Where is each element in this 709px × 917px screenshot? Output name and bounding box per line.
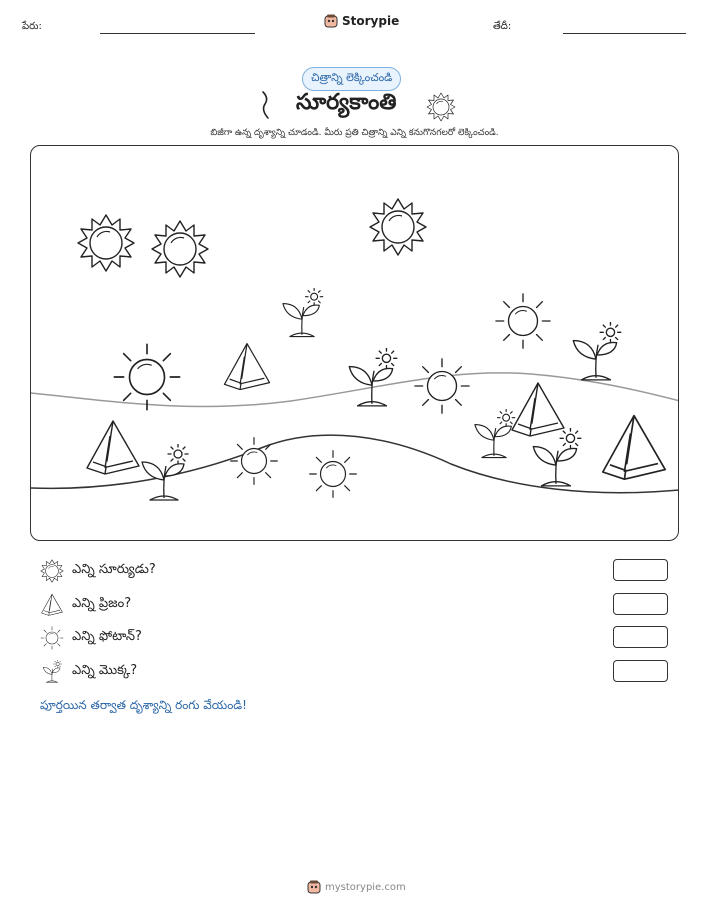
sprout-icon (40, 660, 64, 684)
sprout-icon (349, 348, 397, 406)
answer-box-sunflower[interactable] (613, 559, 668, 581)
question-row-sprout (40, 660, 137, 684)
question-row-sunflower (40, 559, 156, 583)
name-label: పేరు: (22, 21, 42, 32)
sprout-icon (283, 288, 323, 337)
page-title: సూర్యకాంతి (296, 90, 397, 115)
sun-icon (40, 626, 64, 650)
footer-url: mystorypie.com (325, 881, 406, 893)
scene-drawing (31, 146, 679, 541)
sunflower-icon (40, 559, 64, 583)
footer (307, 880, 406, 894)
sunflower-icon (152, 221, 208, 277)
sprout-icon (475, 409, 515, 458)
answer-box-sun[interactable] (613, 626, 668, 648)
date-label: తేదీ: (493, 21, 512, 32)
sun-icon (114, 344, 179, 409)
sun-icon (231, 438, 278, 485)
prism-icon (512, 383, 564, 436)
instruction-text: బిజీగా ఉన్న దృశ్యాన్ని చూడండి. మీరు ప్రతి చిత్రాన్ని ఎన్ని కనుగొనగలరో లెక్కించండి. (210, 128, 499, 138)
closing-instruction: పూర్తయిన తర్వాత దృశ్యాన్ని రంగు వేయండి! (40, 698, 247, 712)
sprout-icon (533, 428, 581, 486)
question-text: ఎన్ని ఫోటాన్? (72, 629, 142, 644)
sun-icon (415, 359, 469, 413)
brand-name: Storypie (342, 14, 400, 28)
sun-icon (496, 294, 550, 348)
sprout-icon (142, 444, 188, 500)
answer-box-sprout[interactable] (613, 660, 668, 682)
sunflower-icon (78, 215, 134, 271)
sunflower-icon (426, 92, 456, 122)
question-row-sun (40, 626, 142, 650)
storypie-logo-icon (307, 880, 321, 894)
sunflower-icon (370, 199, 426, 255)
question-text: ఎన్ని సూర్యుడు? (72, 562, 156, 577)
brand-logo (324, 14, 399, 28)
date-line[interactable] (563, 33, 686, 34)
storypie-logo-icon (324, 14, 338, 28)
prism-icon (224, 344, 269, 390)
worm-icon (259, 90, 273, 120)
prism-icon (87, 421, 139, 474)
prism-icon (40, 593, 64, 617)
activity-pill: చిత్రాన్ని లెక్కించండి (302, 67, 401, 91)
sprout-icon (573, 322, 621, 380)
name-line[interactable] (100, 33, 255, 34)
prism-icon (603, 416, 665, 480)
question-row-prism (40, 593, 131, 617)
counting-scene (30, 145, 679, 541)
answer-box-prism[interactable] (613, 593, 668, 615)
question-text: ఎన్ని మొక్క? (72, 663, 138, 678)
sun-icon (310, 451, 357, 498)
question-text: ఎన్ని ప్రిజం? (72, 596, 132, 611)
